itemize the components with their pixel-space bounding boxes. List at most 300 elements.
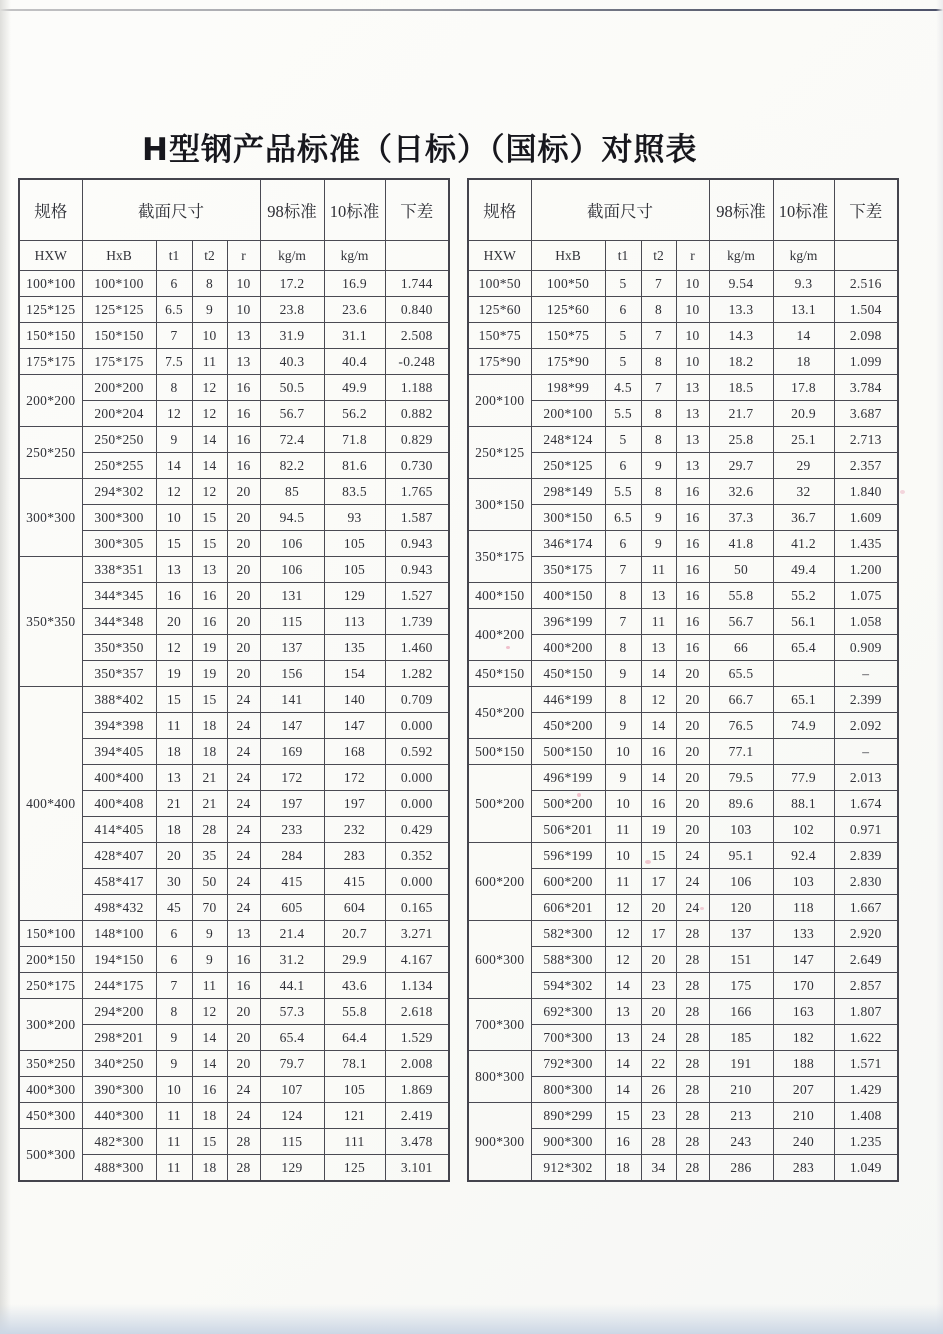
dimension-cell: 338*351 [82, 557, 156, 583]
table-row [468, 323, 898, 349]
table-row [19, 505, 449, 531]
value-cell: 15 [641, 843, 676, 869]
value-cell: 137 [260, 635, 324, 661]
value-cell: 20 [227, 505, 260, 531]
value-cell: 197 [324, 791, 385, 817]
spec-cell: 300*300 [19, 479, 82, 557]
value-cell: 16.9 [324, 271, 385, 297]
value-cell: 24 [676, 895, 709, 921]
value-cell: 11 [641, 609, 676, 635]
dimension-cell: 440*300 [82, 1103, 156, 1129]
value-cell: 64.4 [324, 1025, 385, 1051]
value-cell: 85 [260, 479, 324, 505]
value-cell: 0.000 [385, 713, 449, 739]
value-cell: 19 [192, 635, 227, 661]
value-cell: 28 [676, 1129, 709, 1155]
spec-cell: 350*250 [19, 1051, 82, 1077]
table-row [19, 1025, 449, 1051]
value-cell: 12 [192, 479, 227, 505]
value-cell: 0.352 [385, 843, 449, 869]
table-row [468, 687, 898, 713]
dimension-cell: 100*50 [531, 271, 605, 297]
dimension-cell: 482*300 [82, 1129, 156, 1155]
value-cell: 1.529 [385, 1025, 449, 1051]
value-cell: 1.429 [834, 1077, 898, 1103]
scan-artifact [700, 907, 704, 910]
value-cell: 16 [227, 401, 260, 427]
value-cell: 0.829 [385, 427, 449, 453]
value-cell: 18 [192, 1103, 227, 1129]
dimension-cell: 400*408 [82, 791, 156, 817]
value-cell: 24 [227, 1077, 260, 1103]
dimension-cell: 198*99 [531, 375, 605, 401]
spec-cell: 450*200 [468, 687, 531, 739]
value-cell: 66 [709, 635, 773, 661]
spec-cell: 600*300 [468, 921, 531, 999]
value-cell: 21 [156, 791, 192, 817]
value-cell: 12 [605, 947, 641, 973]
value-cell: 0.971 [834, 817, 898, 843]
value-cell: 8 [641, 349, 676, 375]
table-row [19, 973, 449, 999]
value-cell: 10 [605, 843, 641, 869]
scan-edge-bottom [0, 1304, 943, 1334]
value-cell: 9.54 [709, 271, 773, 297]
value-cell: 28 [676, 1051, 709, 1077]
value-cell: 55.2 [773, 583, 834, 609]
value-cell: 20 [156, 843, 192, 869]
value-cell: 6 [156, 271, 192, 297]
value-cell: 8 [605, 583, 641, 609]
value-cell: 20 [641, 895, 676, 921]
value-cell: 105 [324, 1077, 385, 1103]
table-row [468, 661, 898, 687]
dimension-cell: 800*300 [531, 1077, 605, 1103]
value-cell: 103 [709, 817, 773, 843]
value-cell: 16 [676, 479, 709, 505]
table-row [468, 349, 898, 375]
value-cell: 197 [260, 791, 324, 817]
value-cell: 28 [676, 1077, 709, 1103]
table-row [19, 1051, 449, 1077]
table-row [19, 453, 449, 479]
value-cell: 243 [709, 1129, 773, 1155]
value-cell: 6.5 [605, 505, 641, 531]
value-cell: 23.8 [260, 297, 324, 323]
value-cell: 1.435 [834, 531, 898, 557]
value-cell: 24 [641, 1025, 676, 1051]
column-header: 下差 [385, 179, 449, 241]
value-cell: 8 [641, 479, 676, 505]
value-cell: 105 [324, 531, 385, 557]
value-cell: 20 [676, 713, 709, 739]
value-cell: 82.2 [260, 453, 324, 479]
value-cell: 9 [192, 297, 227, 323]
value-cell: 9 [605, 765, 641, 791]
dimension-cell: 350*175 [531, 557, 605, 583]
value-cell: 19 [641, 817, 676, 843]
table-row [19, 1077, 449, 1103]
value-cell: 78.1 [324, 1051, 385, 1077]
value-cell: 6.5 [156, 297, 192, 323]
dimension-cell: 125*125 [82, 297, 156, 323]
value-cell: 11 [156, 1103, 192, 1129]
value-cell: 16 [641, 791, 676, 817]
value-cell: 0.709 [385, 687, 449, 713]
value-cell: 166 [709, 999, 773, 1025]
value-cell: 0.909 [834, 635, 898, 661]
value-cell: 1.622 [834, 1025, 898, 1051]
value-cell: 49.9 [324, 375, 385, 401]
scan-edge-left [0, 0, 11, 1334]
value-cell: 15 [192, 687, 227, 713]
value-cell: 3.687 [834, 401, 898, 427]
column-header: 规格 [19, 179, 82, 241]
dimension-cell: 200*204 [82, 401, 156, 427]
value-cell: 56.7 [260, 401, 324, 427]
value-cell: 18 [156, 817, 192, 843]
table-row [19, 583, 449, 609]
value-cell: 31.2 [260, 947, 324, 973]
value-cell: 135 [324, 635, 385, 661]
value-cell: 154 [324, 661, 385, 687]
value-cell: 21 [192, 791, 227, 817]
value-cell: -0.248 [385, 349, 449, 375]
value-cell: 25.1 [773, 427, 834, 453]
column-header: 截面尺寸 [82, 179, 260, 241]
value-cell: 26 [641, 1077, 676, 1103]
spec-cell: 150*100 [19, 921, 82, 947]
value-cell: 20 [676, 765, 709, 791]
value-cell: 16 [227, 947, 260, 973]
dimension-cell: 500*200 [531, 791, 605, 817]
table-row [468, 1077, 898, 1103]
value-cell: 6 [605, 453, 641, 479]
table-row [468, 375, 898, 401]
value-cell: 81.6 [324, 453, 385, 479]
value-cell: 20 [227, 557, 260, 583]
value-cell: 15 [605, 1103, 641, 1129]
value-cell: 28 [676, 1155, 709, 1182]
value-cell: 120 [709, 895, 773, 921]
value-cell: 129 [324, 583, 385, 609]
value-cell: 23 [641, 973, 676, 999]
dimension-cell: 294*200 [82, 999, 156, 1025]
value-cell: 24 [227, 1103, 260, 1129]
value-cell: 20 [227, 609, 260, 635]
value-cell: 16 [192, 583, 227, 609]
value-cell: 210 [773, 1103, 834, 1129]
dimension-cell: 390*300 [82, 1077, 156, 1103]
value-cell: 0.943 [385, 531, 449, 557]
value-cell: – [834, 661, 898, 687]
value-cell: 2.013 [834, 765, 898, 791]
column-subheader: r [676, 241, 709, 271]
value-cell: 24 [227, 895, 260, 921]
column-header: 下差 [834, 179, 898, 241]
value-cell: 8 [641, 427, 676, 453]
tables-container [18, 178, 899, 1182]
dimension-cell: 248*124 [531, 427, 605, 453]
table-row [468, 895, 898, 921]
value-cell: 24 [227, 765, 260, 791]
value-cell: 137 [709, 921, 773, 947]
dimension-cell: 200*100 [531, 401, 605, 427]
column-subheader: kg/m [773, 241, 834, 271]
column-header: 10标准 [324, 179, 385, 241]
value-cell: 1.282 [385, 661, 449, 687]
value-cell: 11 [156, 1129, 192, 1155]
value-cell: 2.618 [385, 999, 449, 1025]
value-cell: 20.7 [324, 921, 385, 947]
value-cell: 232 [324, 817, 385, 843]
table-row [19, 843, 449, 869]
value-cell: 79.7 [260, 1051, 324, 1077]
value-cell: 21.7 [709, 401, 773, 427]
value-cell: 240 [773, 1129, 834, 1155]
value-cell: 65.1 [773, 687, 834, 713]
value-cell: 213 [709, 1103, 773, 1129]
spec-cell: 250*250 [19, 427, 82, 479]
value-cell: 20.9 [773, 401, 834, 427]
spec-cell: 500*300 [19, 1129, 82, 1182]
table-row [19, 713, 449, 739]
value-cell: 28 [676, 947, 709, 973]
dimension-cell: 700*300 [531, 1025, 605, 1051]
value-cell: 5.5 [605, 479, 641, 505]
value-cell: 172 [324, 765, 385, 791]
value-cell: 1.527 [385, 583, 449, 609]
value-cell: 14 [192, 427, 227, 453]
value-cell: 7 [156, 323, 192, 349]
dimension-cell: 298*201 [82, 1025, 156, 1051]
value-cell: 28 [227, 1129, 260, 1155]
value-cell: 18.5 [709, 375, 773, 401]
table-row [19, 401, 449, 427]
column-subheader: r [227, 241, 260, 271]
value-cell: 1.134 [385, 973, 449, 999]
value-cell: 15 [192, 531, 227, 557]
value-cell: 7 [641, 271, 676, 297]
value-cell: 0.730 [385, 453, 449, 479]
value-cell: 13 [676, 375, 709, 401]
value-cell: 12 [156, 479, 192, 505]
dimension-cell: 175*175 [82, 349, 156, 375]
spec-cell: 700*300 [468, 999, 531, 1051]
value-cell: 14.3 [709, 323, 773, 349]
value-cell: 129 [260, 1155, 324, 1182]
value-cell: 6 [156, 921, 192, 947]
value-cell: 16 [676, 531, 709, 557]
value-cell: 13 [676, 427, 709, 453]
value-cell: 13 [156, 765, 192, 791]
value-cell: 50.5 [260, 375, 324, 401]
spec-cell: 500*150 [468, 739, 531, 765]
value-cell: 133 [773, 921, 834, 947]
value-cell: 28 [676, 999, 709, 1025]
value-cell: 7 [156, 973, 192, 999]
value-cell: 18 [156, 739, 192, 765]
value-cell: 12 [192, 375, 227, 401]
value-cell: 8 [156, 375, 192, 401]
column-header: 98标准 [260, 179, 324, 241]
table-row [468, 1051, 898, 1077]
table-row [468, 947, 898, 973]
scan-artifact [577, 793, 581, 797]
value-cell: 111 [324, 1129, 385, 1155]
spec-cell: 400*400 [19, 687, 82, 921]
value-cell: 1.587 [385, 505, 449, 531]
value-cell: 20 [676, 817, 709, 843]
column-header: 截面尺寸 [531, 179, 709, 241]
dimension-cell: 606*201 [531, 895, 605, 921]
value-cell: 40.4 [324, 349, 385, 375]
table-row [19, 869, 449, 895]
value-cell: 14 [156, 453, 192, 479]
spec-cell: 350*175 [468, 531, 531, 583]
dimension-cell: 175*90 [531, 349, 605, 375]
value-cell: 11 [156, 713, 192, 739]
table-row [468, 1025, 898, 1051]
value-cell: 16 [676, 609, 709, 635]
dimension-cell: 250*255 [82, 453, 156, 479]
column-subheader: kg/m [260, 241, 324, 271]
value-cell: 113 [324, 609, 385, 635]
value-cell: 88.1 [773, 791, 834, 817]
spec-cell: 600*200 [468, 843, 531, 921]
value-cell: 1.744 [385, 271, 449, 297]
value-cell: 9 [641, 453, 676, 479]
value-cell: 50 [192, 869, 227, 895]
dimension-cell: 344*345 [82, 583, 156, 609]
value-cell: 106 [709, 869, 773, 895]
value-cell: 3.101 [385, 1155, 449, 1182]
value-cell: 12 [192, 999, 227, 1025]
value-cell: 25.8 [709, 427, 773, 453]
value-cell: 13 [676, 453, 709, 479]
dimension-cell: 900*300 [531, 1129, 605, 1155]
value-cell: 32.6 [709, 479, 773, 505]
spec-cell: 150*75 [468, 323, 531, 349]
dimension-cell: 450*200 [531, 713, 605, 739]
value-cell: 13 [192, 557, 227, 583]
dimension-cell: 488*300 [82, 1155, 156, 1182]
table-row [468, 271, 898, 297]
spec-cell: 100*50 [468, 271, 531, 297]
value-cell: 16 [676, 635, 709, 661]
value-cell: 13 [156, 557, 192, 583]
value-cell: 2.399 [834, 687, 898, 713]
value-cell: 14 [192, 453, 227, 479]
value-cell: 2.920 [834, 921, 898, 947]
value-cell: 15 [192, 1129, 227, 1155]
value-cell: 131 [260, 583, 324, 609]
spec-cell: 400*150 [468, 583, 531, 609]
value-cell: 14 [641, 661, 676, 687]
column-subheader: kg/m [324, 241, 385, 271]
value-cell: 29.7 [709, 453, 773, 479]
table-row [468, 713, 898, 739]
value-cell: 16 [227, 973, 260, 999]
value-cell: 156 [260, 661, 324, 687]
value-cell: 10 [156, 1077, 192, 1103]
value-cell: 93 [324, 505, 385, 531]
value-cell: 191 [709, 1051, 773, 1077]
dimension-cell: 506*201 [531, 817, 605, 843]
value-cell: 20 [676, 739, 709, 765]
spec-cell: 125*125 [19, 297, 82, 323]
table-row [468, 921, 898, 947]
dimension-cell: 344*348 [82, 609, 156, 635]
spec-cell: 300*200 [19, 999, 82, 1051]
value-cell: 31.1 [324, 323, 385, 349]
value-cell: 105 [324, 557, 385, 583]
spec-cell: 450*150 [468, 661, 531, 687]
table-row [468, 557, 898, 583]
column-header: 10标准 [773, 179, 834, 241]
value-cell: 283 [324, 843, 385, 869]
column-subheader: HxB [82, 241, 156, 271]
value-cell: 286 [709, 1155, 773, 1182]
value-cell: 24 [227, 713, 260, 739]
value-cell: 16 [156, 583, 192, 609]
value-cell: 24 [227, 739, 260, 765]
value-cell: 125 [324, 1155, 385, 1182]
value-cell: 56.2 [324, 401, 385, 427]
table-row [468, 1103, 898, 1129]
value-cell: 89.6 [709, 791, 773, 817]
value-cell: 23.6 [324, 297, 385, 323]
dimension-cell: 350*357 [82, 661, 156, 687]
spec-cell: 150*150 [19, 323, 82, 349]
value-cell: 36.7 [773, 505, 834, 531]
value-cell: 140 [324, 687, 385, 713]
value-cell: 55.8 [324, 999, 385, 1025]
value-cell: 17 [641, 921, 676, 947]
dimension-cell: 594*302 [531, 973, 605, 999]
table-row [19, 1155, 449, 1182]
value-cell: 1.667 [834, 895, 898, 921]
value-cell: 12 [641, 687, 676, 713]
spec-cell: 250*175 [19, 973, 82, 999]
value-cell: 19 [156, 661, 192, 687]
value-cell: 31.9 [260, 323, 324, 349]
value-cell: 94.5 [260, 505, 324, 531]
value-cell: 0.000 [385, 791, 449, 817]
value-cell: 14 [192, 1051, 227, 1077]
value-cell: 10 [676, 297, 709, 323]
value-cell: 107 [260, 1077, 324, 1103]
value-cell: 28 [676, 1025, 709, 1051]
value-cell: 40.3 [260, 349, 324, 375]
value-cell: 92.4 [773, 843, 834, 869]
value-cell: 50 [709, 557, 773, 583]
value-cell: 7 [641, 375, 676, 401]
value-cell: 1.765 [385, 479, 449, 505]
value-cell: 1.504 [834, 297, 898, 323]
table-row [468, 1129, 898, 1155]
value-cell: 24 [227, 869, 260, 895]
value-cell: 121 [324, 1103, 385, 1129]
value-cell: 57.3 [260, 999, 324, 1025]
scan-artifact [506, 646, 510, 649]
dimension-cell: 148*100 [82, 921, 156, 947]
value-cell: 141 [260, 687, 324, 713]
column-subheader: t2 [192, 241, 227, 271]
value-cell: 9 [156, 427, 192, 453]
value-cell: 9 [605, 713, 641, 739]
value-cell: 30 [156, 869, 192, 895]
